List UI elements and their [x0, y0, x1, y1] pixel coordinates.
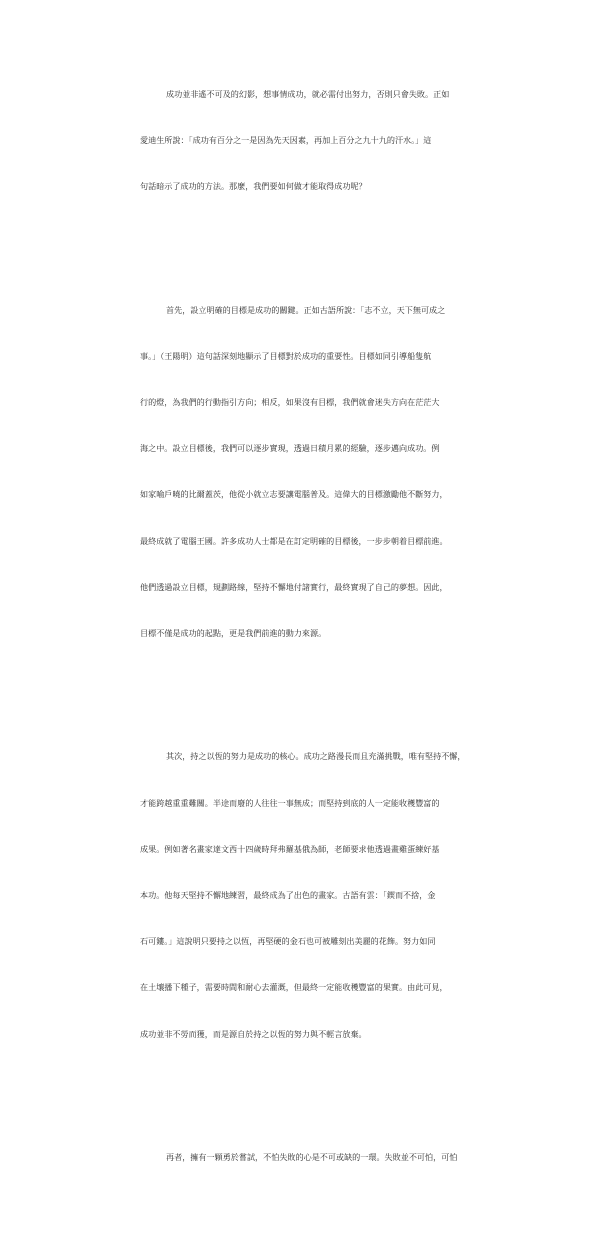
text-line: 成功並非遙不可及的幻影，想事情成功，就必需付出努力，否則只會失敗。正如 — [166, 89, 450, 100]
text-line: 句話暗示了成功的方法。那麼，我們要如何做才能取得成功呢？ — [140, 181, 367, 192]
text-line: 事。」（王陽明）這句話深刻地顯示了目標對於成功的重要性。目標如同引導船隻航 — [140, 350, 432, 361]
document-page — [140, 0, 466, 1162]
text-line: 在土壤播下種子，需要時間和耐心去灌溉，但最終一定能收穫豐富的果實。由此可見， — [140, 982, 448, 993]
text-line: 成果。例如著名畫家達文西十四歲時拜弗羅基俄為師，老師要求他透過畫雞蛋練好基 — [140, 843, 440, 854]
text-line: 如家喻戶曉的比爾蓋茨，他從小就立志要讓電腦普及。這偉大的目標激勵他不斷努力， — [140, 489, 448, 500]
text-line: 本功。他每天堅持不懈地練習，最終成為了出色的畫家。古語有雲：「鍥而不捨，金 — [140, 889, 436, 900]
text-line: 愛迪生所說：「成功有百分之一是因為先天因素，再加上百分之九十九的汗水。」這 — [140, 135, 432, 146]
paragraph-goals — [140, 272, 460, 672]
text-line: 目標不僅是成功的起點，更是我們前進的動力來源。 — [140, 628, 327, 639]
text-line: 再者，擁有一顆勇於嘗試，不怕失敗的心是不可或缺的一環。失敗並不可怕，可怕 — [166, 1151, 458, 1162]
text-line: 海之中。設立目標後，我們可以逐步實現，透過日積月累的經驗，逐步邁向成功。例 — [140, 443, 440, 454]
text-line: 行的燈，為我們的行動指引方向；相反，如果沒有目標，我們就會迷失方向在茫茫大 — [140, 397, 440, 408]
paragraph-courage — [140, 1119, 460, 1196]
text-line: 才能跨越重重難關。半途而廢的人往往一事無成；而堅持到底的人一定能收穫豐富的 — [140, 797, 440, 808]
text-line: 其次，持之以恆的努力是成功的核心。成功之路漫長而且充滿挑戰，唯有堅持不懈， — [166, 751, 466, 762]
text-line: 最終成就了電腦王國。許多成功人士都是在訂定明確的目標後，一步步朝着目標前進。 — [140, 535, 448, 546]
essay-body — [140, 0, 466, 1242]
text-line: 他們透過設立目標，規劃路線，堅持不懈地付諸實行，最終實現了自己的夢想。因此， — [140, 581, 448, 592]
text-line: 成功並非不勞而獲，而是源自於持之以恆的努力與不輕言放棄。 — [140, 1028, 367, 1039]
paragraph-intro — [140, 56, 460, 225]
text-line: 首先，設立明確的目標是成功的關鍵。正如古語所說：「志不立，天下無可成之 — [166, 304, 446, 315]
paragraph-perseverance — [140, 719, 466, 1073]
text-line: 石可鏤。」這說明只要持之以恆，再堅硬的金石也可被雕刻出美麗的花飾。努力如同 — [140, 936, 436, 947]
